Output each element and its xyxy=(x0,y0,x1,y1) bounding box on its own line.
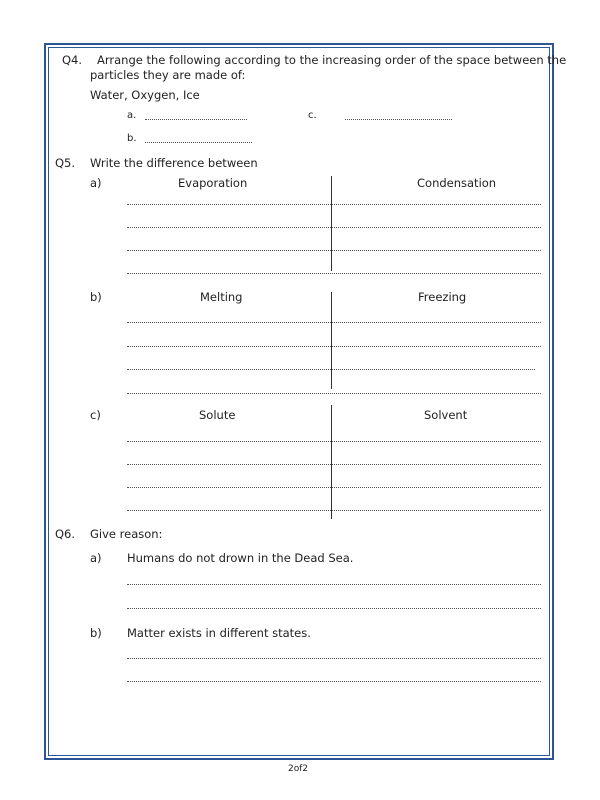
answer-line[interactable] xyxy=(127,681,541,682)
q5-left-term: Solute xyxy=(199,408,236,422)
q5-part-label: a) xyxy=(90,176,102,190)
answer-line[interactable] xyxy=(127,227,541,228)
q5-right-term: Condensation xyxy=(417,176,497,190)
page-border-inner xyxy=(48,47,550,756)
answer-line[interactable] xyxy=(127,393,541,394)
q4-text-line2: particles they are made of: xyxy=(90,68,246,82)
answer-line[interactable] xyxy=(127,608,541,609)
q4-answer-c-line[interactable] xyxy=(345,119,452,120)
answer-line[interactable] xyxy=(127,322,541,323)
answer-line[interactable] xyxy=(127,346,541,347)
answer-line[interactable] xyxy=(127,441,541,442)
answer-line[interactable] xyxy=(127,250,541,251)
q5-right-term: Solvent xyxy=(424,408,468,422)
q5-left-term: Melting xyxy=(200,290,243,304)
answer-line[interactable] xyxy=(127,510,541,511)
answer-line[interactable] xyxy=(127,204,541,205)
answer-line[interactable] xyxy=(127,464,541,465)
q6-part-label: b) xyxy=(90,626,102,640)
q5-prompt: Write the difference between xyxy=(90,156,258,170)
q4-label-a: a. xyxy=(127,110,137,121)
q5-part-label: c) xyxy=(90,408,101,422)
q5-right-term: Freezing xyxy=(418,290,467,304)
q5-divider xyxy=(331,292,332,389)
q6-prompt: Give reason: xyxy=(90,527,163,541)
answer-line[interactable] xyxy=(127,658,541,659)
q4-label-c: c. xyxy=(308,110,317,121)
answer-line[interactable] xyxy=(127,584,541,585)
page-number: 2of2 xyxy=(288,764,309,774)
q5-divider xyxy=(331,176,332,271)
q6-part-text: Matter exists in different states. xyxy=(127,626,311,640)
q4-text-line1: Arrange the following according to the increasing order of the space between the xyxy=(97,53,567,67)
q6-part-label: a) xyxy=(90,551,102,565)
q4-label-b: b. xyxy=(127,133,137,144)
answer-line[interactable] xyxy=(127,273,541,274)
q6-part-text: Humans do not drown in the Dead Sea. xyxy=(127,551,354,565)
q4-number: Q4. xyxy=(62,53,83,67)
q5-number: Q5. xyxy=(55,156,76,170)
q6-number: Q6. xyxy=(55,527,76,541)
q4-items: Water, Oxygen, Ice xyxy=(90,88,200,102)
q5-divider xyxy=(331,405,332,519)
q5-part-label: b) xyxy=(90,290,102,304)
answer-line[interactable] xyxy=(127,487,541,488)
answer-line[interactable] xyxy=(127,369,535,370)
q4-answer-a-line[interactable] xyxy=(145,119,247,120)
q5-left-term: Evaporation xyxy=(178,176,248,190)
q4-answer-b-line[interactable] xyxy=(145,142,252,143)
